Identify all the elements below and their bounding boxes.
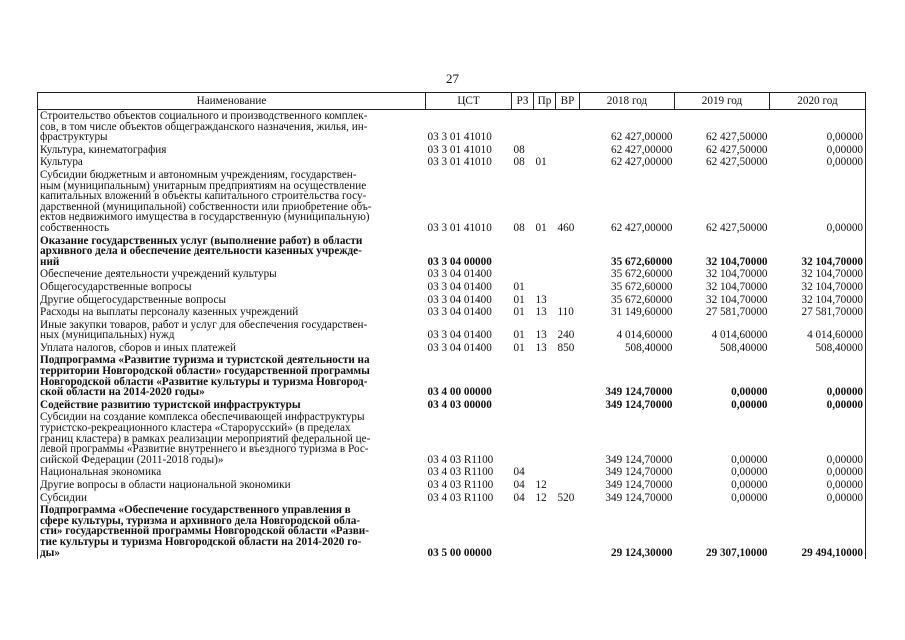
row-name-line: капитальных вложений в объекты капитального строительства госу- [40, 190, 367, 203]
row-name-line: Подпрограмма «Развитие туризма и туристской деятельности на [40, 354, 370, 367]
row-2019: 4 014,60000 [711, 329, 768, 342]
table-row [38, 156, 866, 169]
row-name-line: ской области на 2014-2020 годы» [40, 386, 205, 399]
row-2020: 27 581,70000 [801, 306, 863, 319]
row-name [38, 354, 426, 398]
row-2020: 29 494,10000 [801, 546, 863, 559]
row-vr: 520 [557, 491, 575, 504]
row-name-line: Обеспечение деятельности учреждений культуры [40, 268, 277, 281]
row-cst: 03 4 03 R1100 [427, 466, 494, 479]
row-name [38, 281, 426, 294]
row-2019: 0,00000 [731, 479, 768, 491]
row-2018: 62 427,00000 [610, 131, 673, 144]
row-rz: 01 [513, 341, 525, 354]
header-rz: РЗ [512, 93, 534, 110]
row-name-line: Новгородской области «Развитие культуры и туризма Новгород- [40, 375, 368, 388]
table-row [38, 235, 866, 269]
row-name-line: границ кластера) в рамках реализации мероприятий федеральной це- [40, 432, 371, 445]
row-2019: 0,00000 [731, 466, 768, 479]
row-name [38, 144, 426, 157]
row-2018: 35 672,60000 [610, 268, 673, 281]
row-cst: 03 3 01 41010 [427, 143, 492, 156]
row-rz: 01 [513, 306, 525, 319]
row-pr: 13 [535, 329, 547, 342]
row-pr [534, 110, 556, 144]
row-2020: 508,40000 [815, 341, 863, 354]
row-2019: 32 104,70000 [705, 255, 768, 268]
table-row [38, 294, 866, 307]
row-name-line: Субсидии на создание комплекса обеспечивающей инфраструктуры [40, 411, 365, 424]
row-pr [534, 466, 556, 479]
row-rz [512, 504, 534, 559]
row-name-line: сти» государственной программы Новгородской области «Разви- [40, 525, 369, 538]
table-row [38, 504, 866, 559]
row-vr [556, 466, 580, 479]
row-2020: 0,00000 [826, 491, 863, 504]
row-name-line: левой программы «Развитие внутреннего и въездного туризма в Рос- [40, 443, 369, 456]
table-row [38, 354, 866, 398]
header-2018: 2018 год [580, 93, 675, 110]
row-name [38, 156, 426, 169]
row-cst: 03 4 03 R1100 [427, 453, 494, 466]
row-2020: 0,00000 [826, 479, 863, 491]
row-name-line: тие культуры и туризма Новгородской области на 2014-2020 го- [40, 535, 362, 548]
row-name-line: Другие общегосударственные вопросы [40, 293, 227, 306]
row-cst: 03 3 04 00000 [427, 255, 492, 268]
table-body [38, 110, 866, 560]
row-vr [556, 399, 580, 412]
row-name-line: ды» [40, 546, 60, 559]
row-name [38, 306, 426, 319]
row-vr: 110 [557, 306, 574, 319]
row-2018: 349 124,70000 [605, 491, 673, 504]
row-name-line: ектов недвижимого имущества в государственную (муниципальную) [40, 211, 370, 224]
row-name-line: Общегосударственные вопросы [40, 280, 192, 293]
row-rz [512, 268, 534, 281]
row-name [38, 319, 426, 342]
row-name-line: архивного дела и обеспечение деятельности казенных учрежде- [40, 245, 362, 258]
row-2019: 32 104,70000 [705, 280, 768, 293]
row-name [38, 479, 426, 492]
row-name [38, 411, 426, 466]
row-name-line: Субсидии [40, 491, 87, 504]
row-name-line: Уплата налогов, сборов и иных платежей [40, 341, 236, 354]
row-2020: 0,00000 [826, 131, 863, 144]
row-pr [534, 411, 556, 466]
row-cst: 03 4 03 00000 [427, 398, 492, 411]
row-name [38, 110, 426, 144]
row-pr: 01 [535, 221, 547, 234]
row-cst: 03 3 04 01400 [427, 293, 492, 306]
header-2019: 2019 год [675, 93, 770, 110]
row-name-line: территории Новгородской области» государственной программы [40, 365, 370, 378]
row-2020: 4 014,60000 [807, 329, 863, 342]
row-name-line: Строительство объектов социального и производственного комплек- [40, 110, 368, 122]
header-name: Наименование [38, 93, 426, 110]
row-pr [534, 281, 556, 294]
row-pr: 12 [535, 491, 547, 504]
row-cst: 03 3 01 41010 [427, 156, 492, 169]
row-2018: 31 149,60000 [610, 306, 673, 319]
header-2020: 2020 год [770, 93, 866, 110]
row-2018: 35 672,60000 [610, 293, 673, 306]
row-rz: 04 [513, 479, 525, 491]
header-cst: ЦСТ [426, 93, 512, 110]
row-vr [556, 354, 580, 398]
table-row [38, 268, 866, 281]
row-rz [512, 399, 534, 412]
row-vr: 240 [557, 329, 575, 342]
row-rz [512, 110, 534, 144]
table-header-row [38, 93, 866, 110]
row-rz: 01 [513, 293, 525, 306]
table-row [38, 492, 866, 505]
row-cst: 03 3 01 41010 [427, 221, 492, 234]
row-2019: 0,00000 [731, 491, 768, 504]
row-rz: 04 [513, 466, 525, 479]
row-name-line: Субсидии бюджетным и автономным учреждениям, государствен- [40, 168, 357, 181]
row-name [38, 342, 426, 355]
row-2018: 35 672,60000 [610, 255, 673, 268]
row-2019: 62 427,50000 [705, 143, 768, 156]
row-2020: 0,00000 [826, 156, 863, 169]
row-2020: 0,00000 [826, 386, 863, 399]
row-name-line: сийской Федерации (2011-2018 годы)» [40, 453, 224, 466]
row-cst: 03 4 03 R1100 [427, 491, 494, 504]
row-2019: 0,00000 [731, 386, 768, 399]
row-2020: 32 104,70000 [801, 293, 863, 306]
row-2018: 62 427,00000 [610, 143, 673, 156]
row-2019: 62 427,50000 [705, 221, 768, 234]
row-2020: 32 104,70000 [801, 268, 863, 281]
row-name-line: сфере культуры, туризма и архивного дела Новгородской обла- [40, 514, 361, 527]
row-name-line: сов, в том числе объектов общегражданского назначения, жилья, ин- [40, 120, 368, 133]
row-2018: 4 014,60000 [616, 329, 673, 342]
row-vr [556, 479, 580, 492]
row-name-line: Иные закупки товаров, работ и услуг для обеспечения государствен- [40, 318, 368, 331]
row-name-line: дарственной (муниципальной) собственности или приобретение объ- [40, 200, 372, 213]
row-pr [534, 504, 556, 559]
row-pr [534, 268, 556, 281]
row-2020: 0,00000 [826, 143, 863, 156]
row-name-line: собственность [40, 221, 110, 234]
row-vr [556, 144, 580, 157]
row-name [38, 294, 426, 307]
table-row [38, 306, 866, 319]
row-rz: 08 [513, 156, 525, 169]
row-name-line: Подпрограмма «Обеспечение государственного управления в [40, 504, 351, 517]
row-2018: 349 124,70000 [605, 398, 673, 411]
row-pr: 13 [535, 306, 547, 319]
row-2018: 349 124,70000 [605, 479, 673, 491]
table-row [38, 466, 866, 479]
row-2020: 0,00000 [826, 453, 863, 466]
row-vr [556, 411, 580, 466]
row-cst: 03 3 04 01400 [427, 329, 492, 342]
row-2020: 32 104,70000 [801, 255, 863, 268]
row-name [38, 504, 426, 559]
row-rz: 08 [513, 143, 525, 156]
row-pr [534, 235, 556, 269]
row-name-line: Содействие развитию туристской инфраструктуры [40, 398, 301, 411]
row-vr [556, 281, 580, 294]
row-vr [556, 294, 580, 307]
row-rz: 04 [513, 491, 525, 504]
row-pr [534, 354, 556, 398]
row-name-line: ных (муниципальных) нужд [40, 329, 175, 342]
row-rz: 01 [513, 280, 525, 293]
row-name-line: Национальная экономика [40, 466, 162, 479]
row-2019: 32 104,70000 [705, 293, 768, 306]
table-row [38, 281, 866, 294]
row-cst: 03 3 04 01400 [427, 306, 492, 319]
row-2019: 27 581,70000 [705, 306, 768, 319]
row-2018: 508,40000 [624, 341, 673, 354]
row-2019: 32 104,70000 [705, 268, 768, 281]
row-cst: 03 5 00 00000 [427, 546, 492, 559]
row-name [38, 399, 426, 412]
row-name-line: Расходы на выплаты персоналу казенных учреждений [40, 306, 299, 319]
table-row [38, 319, 866, 342]
header-pr: Пр [534, 93, 556, 110]
row-name [38, 492, 426, 505]
row-name [38, 268, 426, 281]
row-cst: 03 3 01 41010 [427, 131, 492, 144]
row-rz [512, 235, 534, 269]
row-pr [534, 399, 556, 412]
table-row [38, 169, 866, 235]
row-2018: 349 124,70000 [605, 386, 673, 399]
table-row [38, 479, 866, 492]
row-2020: 0,00000 [826, 466, 863, 479]
row-cst: 03 3 04 01400 [427, 268, 492, 281]
table-row [38, 411, 866, 466]
row-2020: 32 104,70000 [801, 280, 863, 293]
table-row [38, 144, 866, 157]
row-pr: 12 [535, 479, 547, 491]
row-2020: 0,00000 [826, 398, 863, 411]
row-pr: 01 [535, 156, 547, 169]
row-2019: 0,00000 [731, 453, 768, 466]
budget-table [37, 92, 866, 559]
row-name [38, 169, 426, 235]
row-2019: 62 427,50000 [705, 156, 768, 169]
row-name-line: Другие вопросы в области национальной экономики [40, 479, 291, 491]
table-row [38, 110, 866, 144]
row-vr [556, 156, 580, 169]
row-pr: 13 [535, 341, 547, 354]
row-pr: 13 [535, 293, 547, 306]
row-rz: 01 [513, 329, 525, 342]
row-cst: 03 4 03 R1100 [427, 479, 494, 491]
row-rz: 08 [513, 221, 525, 234]
row-vr [556, 268, 580, 281]
row-2018: 35 672,60000 [610, 280, 673, 293]
row-2019: 0,00000 [731, 398, 768, 411]
table-row [38, 399, 866, 412]
row-rz [512, 411, 534, 466]
row-name-line: ний [40, 255, 60, 268]
row-rz [512, 354, 534, 398]
row-vr [556, 504, 580, 559]
row-2018: 349 124,70000 [605, 453, 673, 466]
row-pr [534, 144, 556, 157]
row-2018: 62 427,00000 [610, 221, 673, 234]
row-2020: 0,00000 [826, 221, 863, 234]
row-2018: 62 427,00000 [610, 156, 673, 169]
table-row [38, 342, 866, 355]
row-name-line: фраструктуры [40, 131, 108, 144]
row-2019: 508,40000 [719, 341, 768, 354]
page-number: 27 [446, 71, 459, 86]
row-2019: 62 427,50000 [705, 131, 768, 144]
row-cst: 03 3 04 01400 [427, 341, 492, 354]
row-name-line: Культура [40, 156, 83, 169]
row-name-line: Оказание государственных услуг (выполнение работ) в области [40, 234, 363, 247]
row-name-line: ным (муниципальным) унитарным предприятиям на осуществление [40, 179, 367, 192]
row-name-line: туристско-рекреационного кластера «Старорусский» (в пределах [40, 422, 351, 435]
row-cst: 03 4 00 00000 [427, 386, 492, 399]
row-2018: 349 124,70000 [605, 466, 673, 479]
row-cst: 03 3 04 01400 [427, 280, 492, 293]
row-name-line: Культура, кинематография [40, 143, 167, 156]
row-vr [556, 110, 580, 144]
row-2018: 29 124,30000 [610, 546, 673, 559]
row-vr: 460 [557, 221, 575, 234]
row-name [38, 235, 426, 269]
row-vr [556, 235, 580, 269]
row-2019: 29 307,10000 [705, 546, 768, 559]
header-vr: ВР [556, 93, 580, 110]
row-name [38, 466, 426, 479]
row-vr: 850 [557, 341, 575, 354]
